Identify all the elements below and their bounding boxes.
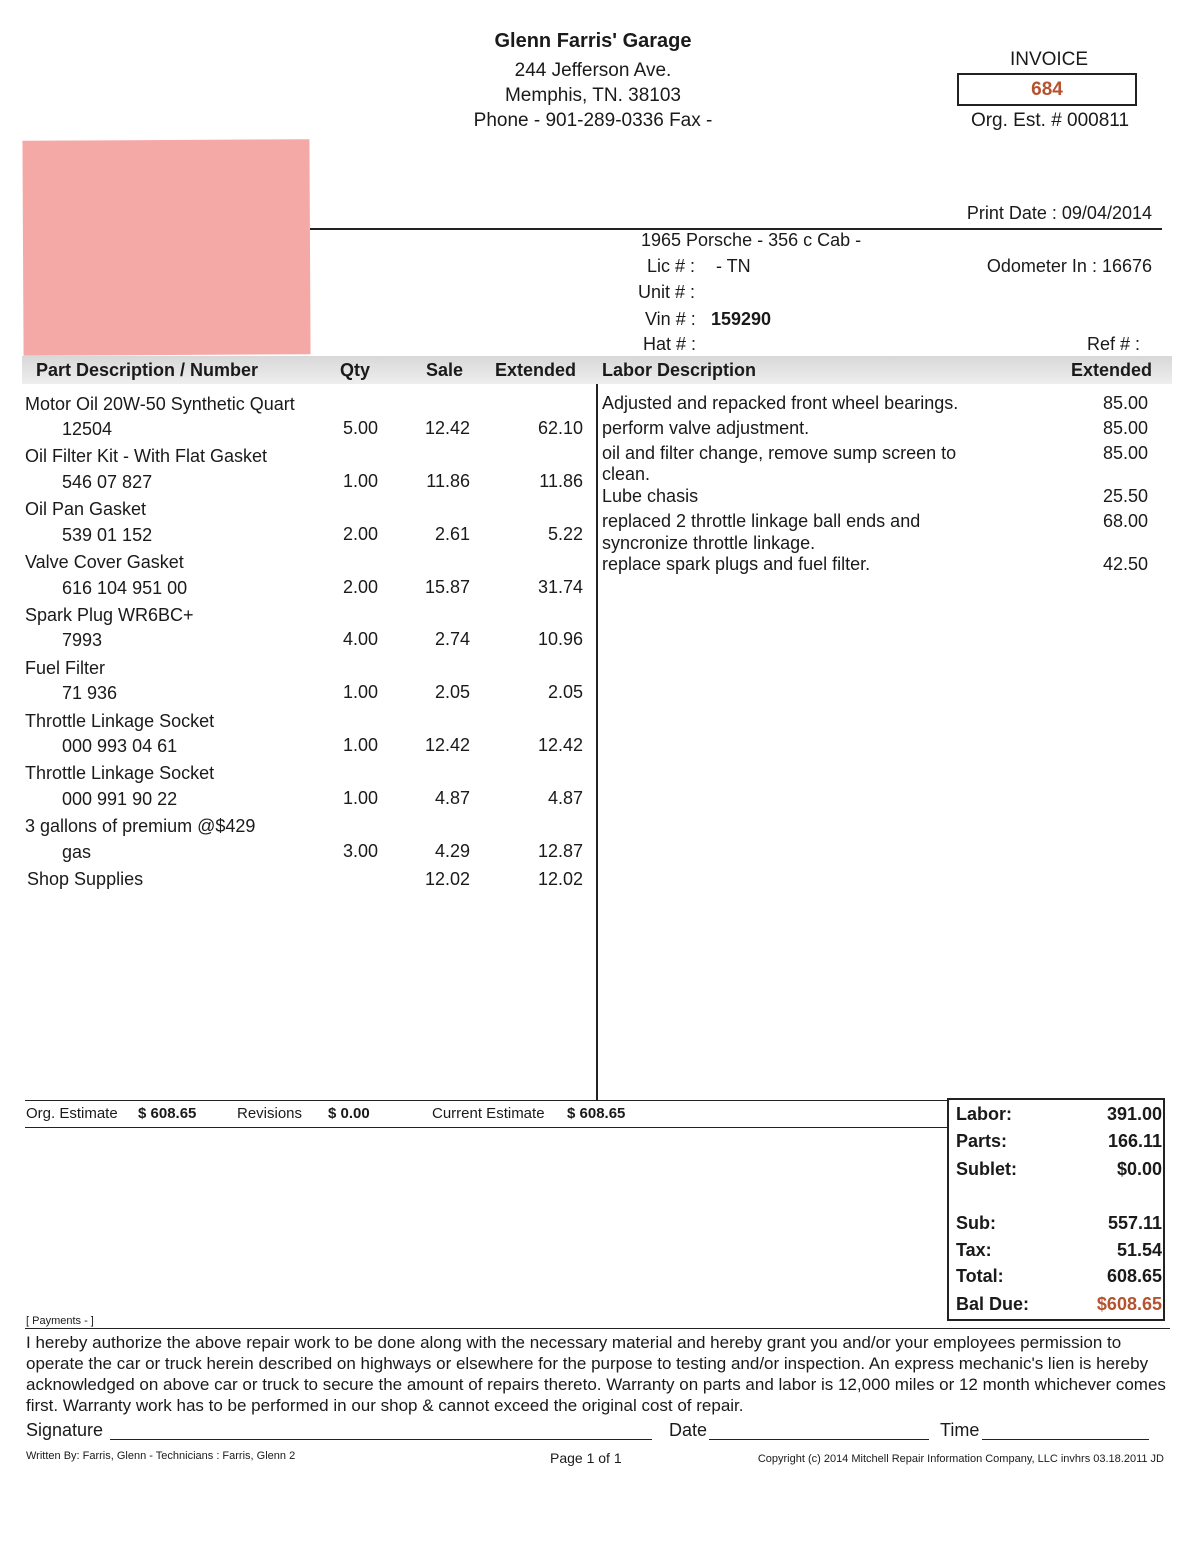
balance-due-label: Bal Due: [956, 1294, 1030, 1314]
labor-amount: 85.00 [1102, 443, 1148, 463]
payments-rule [25, 1328, 1170, 1329]
print-date: Print Date : 09/04/2014 [966, 203, 1152, 223]
shop-city: Memphis, TN. 38103 [504, 85, 681, 106]
part-extended: 5.22 [547, 524, 583, 544]
part-description: Spark Plug WR6BC+ [25, 605, 194, 625]
part-qty: 1.00 [342, 735, 378, 755]
total-value: 608.65 [1106, 1266, 1162, 1286]
payments-note: [ Payments - ] [26, 1315, 94, 1327]
labor-description: Adjusted and repacked front wheel bearings. [602, 393, 959, 413]
part-extended: 12.87 [537, 841, 583, 861]
labor-description: replace spark plugs and fuel filter. [602, 554, 871, 574]
labor-description-cont: syncronize throttle linkage. [602, 533, 816, 553]
labor-description: oil and filter change, remove sump screen to [602, 443, 957, 463]
part-extended: 10.96 [537, 629, 583, 649]
part-description: Throttle Linkage Socket [25, 763, 215, 783]
part-qty: 1.00 [342, 471, 378, 491]
time-line[interactable] [982, 1439, 1149, 1440]
part-number: 000 993 04 61 [62, 736, 178, 756]
ref-label: Ref # : [1086, 334, 1140, 354]
part-sale: 12.42 [424, 735, 470, 755]
labor-amount: 42.50 [1102, 554, 1148, 574]
labor-total-label: Labor: [956, 1104, 1012, 1124]
shop-phone: Phone - 901-289-0336 Fax - [473, 110, 713, 131]
revisions-value: $ 0.00 [328, 1105, 370, 1122]
part-sale: 2.05 [434, 682, 470, 702]
part-sale: 12.02 [424, 869, 470, 889]
part-number: gas [62, 842, 92, 862]
part-number: 539 01 152 [62, 525, 153, 545]
part-qty: 1.00 [342, 682, 378, 702]
part-qty: 4.00 [342, 629, 378, 649]
part-extended: 11.86 [539, 471, 583, 491]
subtotal-value: 557.11 [1107, 1213, 1162, 1233]
part-description: Motor Oil 20W-50 Synthetic Quart [25, 394, 295, 414]
part-description: Shop Supplies [27, 869, 144, 889]
labor-description: replaced 2 throttle linkage ball ends and [602, 511, 921, 531]
part-qty: 5.00 [342, 418, 378, 438]
invoice-number: 684 [957, 73, 1137, 106]
part-description: Fuel Filter [25, 658, 106, 678]
part-number: 12504 [62, 419, 113, 439]
header-qty: Qty [340, 360, 371, 380]
part-qty: 3.00 [342, 841, 378, 861]
balance-due-value: $608.65 [1096, 1294, 1162, 1314]
unit-label: Unit # : [638, 282, 696, 302]
part-number: 000 991 90 22 [62, 789, 178, 809]
tax-value: 51.54 [1116, 1240, 1162, 1260]
redaction-sticky-note [22, 139, 310, 355]
parts-total-value: 166.11 [1107, 1131, 1162, 1151]
labor-description-cont: clean. [602, 464, 651, 484]
signature-line[interactable] [110, 1439, 652, 1440]
part-extended: 62.10 [537, 418, 583, 438]
org-estimate-number: Org. Est. # 000811 [970, 110, 1130, 131]
org-estimate-value: $ 608.65 [138, 1105, 197, 1122]
part-sale: 4.29 [434, 841, 470, 861]
part-qty: 2.00 [342, 577, 378, 597]
invoice-label: INVOICE [1009, 49, 1089, 70]
total-label: Total: [956, 1266, 1004, 1286]
part-number: 616 104 951 00 [62, 578, 188, 598]
copyright: Copyright (c) 2014 Mitchell Repair Information Company, LLC invhrs 03.18.2011 JD [757, 1453, 1164, 1465]
hat-label: Hat # : [643, 334, 697, 354]
page-number: Page 1 of 1 [550, 1450, 622, 1466]
part-description: Valve Cover Gasket [25, 552, 184, 572]
part-description: Oil Filter Kit - With Flat Gasket [25, 446, 268, 466]
part-number: 71 936 [62, 683, 118, 703]
time-label: Time [940, 1420, 980, 1440]
signature-label: Signature [26, 1420, 104, 1440]
vin-label: Vin # : [645, 309, 696, 329]
part-extended: 2.05 [547, 682, 583, 702]
sublet-total-label: Sublet: [956, 1159, 1017, 1179]
date-line[interactable] [709, 1439, 929, 1440]
part-extended: 4.87 [547, 788, 583, 808]
part-extended: 12.42 [537, 735, 583, 755]
labor-amount: 85.00 [1102, 418, 1148, 438]
part-sale: 4.87 [434, 788, 470, 808]
date-label: Date [669, 1420, 708, 1440]
labor-description: perform valve adjustment. [602, 418, 810, 438]
vehicle-description: 1965 Porsche - 356 c Cab - [641, 230, 862, 250]
subtotal-label: Sub: [956, 1213, 996, 1233]
part-description: Oil Pan Gasket [25, 499, 147, 519]
shop-address: 244 Jefferson Ave. [514, 60, 672, 81]
written-by: Written By: Farris, Glenn - Technicians : Farris, Glenn 2 [26, 1450, 296, 1462]
odometer: Odometer In : 16676 [986, 256, 1152, 276]
org-estimate-label: Org. Estimate [26, 1105, 118, 1122]
estimate-top-rule [25, 1100, 947, 1101]
labor-amount: 85.00 [1102, 393, 1148, 413]
header-labor-extended: Extended [1070, 360, 1152, 380]
parts-total-label: Parts: [956, 1131, 1008, 1151]
tax-label: Tax: [956, 1240, 992, 1260]
column-divider [596, 384, 598, 1101]
revisions-label: Revisions [237, 1105, 303, 1122]
header-sale: Sale [426, 360, 464, 380]
vin-value: 159290 [711, 309, 772, 329]
header-labor-description: Labor Description [602, 360, 757, 380]
header-part-description: Part Description / Number [36, 360, 259, 380]
labor-total-value: 391.00 [1106, 1104, 1162, 1124]
labor-description: Lube chasis [602, 486, 699, 506]
part-sale: 2.74 [434, 629, 470, 649]
lic-label: Lic # : [647, 256, 696, 276]
part-sale: 11.86 [426, 471, 470, 491]
header-extended: Extended [495, 360, 577, 380]
labor-amount: 68.00 [1102, 511, 1148, 531]
lic-value: - TN [716, 256, 751, 276]
labor-amount: 25.50 [1102, 486, 1148, 506]
part-sale: 12.42 [424, 418, 470, 438]
part-number: 546 07 827 [62, 472, 153, 492]
current-estimate-label: Current Estimate [432, 1105, 545, 1122]
part-sale: 2.61 [434, 524, 470, 544]
part-qty: 2.00 [342, 524, 378, 544]
part-sale: 15.87 [424, 577, 470, 597]
part-description: Throttle Linkage Socket [25, 711, 215, 731]
part-number: 7993 [62, 630, 103, 650]
current-estimate-value: $ 608.65 [567, 1105, 626, 1122]
part-description: 3 gallons of premium @$429 [25, 816, 256, 836]
part-extended: 31.74 [537, 577, 583, 597]
estimate-bottom-rule [25, 1127, 947, 1128]
part-qty: 1.00 [342, 788, 378, 808]
sublet-total-value: $0.00 [1116, 1159, 1162, 1179]
part-extended: 12.02 [537, 869, 583, 889]
shop-name: Glenn Farris' Garage [494, 30, 692, 52]
authorization-text: I hereby authorize the above repair work to be done along with the necessary material and hereby grant you and/or your employees permission to operate the car or truck herein described on highways or elsewhere for the purpose to testing and/or inspection. An express mechanic's lien is hereby acknowledged on above car or truck to secure the amount of repairs thereto. Warranty on parts and labor is 12,000 miles or 12 month whichever comes first. Warranty work has to be performed in our shop & cannot exceed the original cost of repair. [26, 1333, 1166, 1415]
